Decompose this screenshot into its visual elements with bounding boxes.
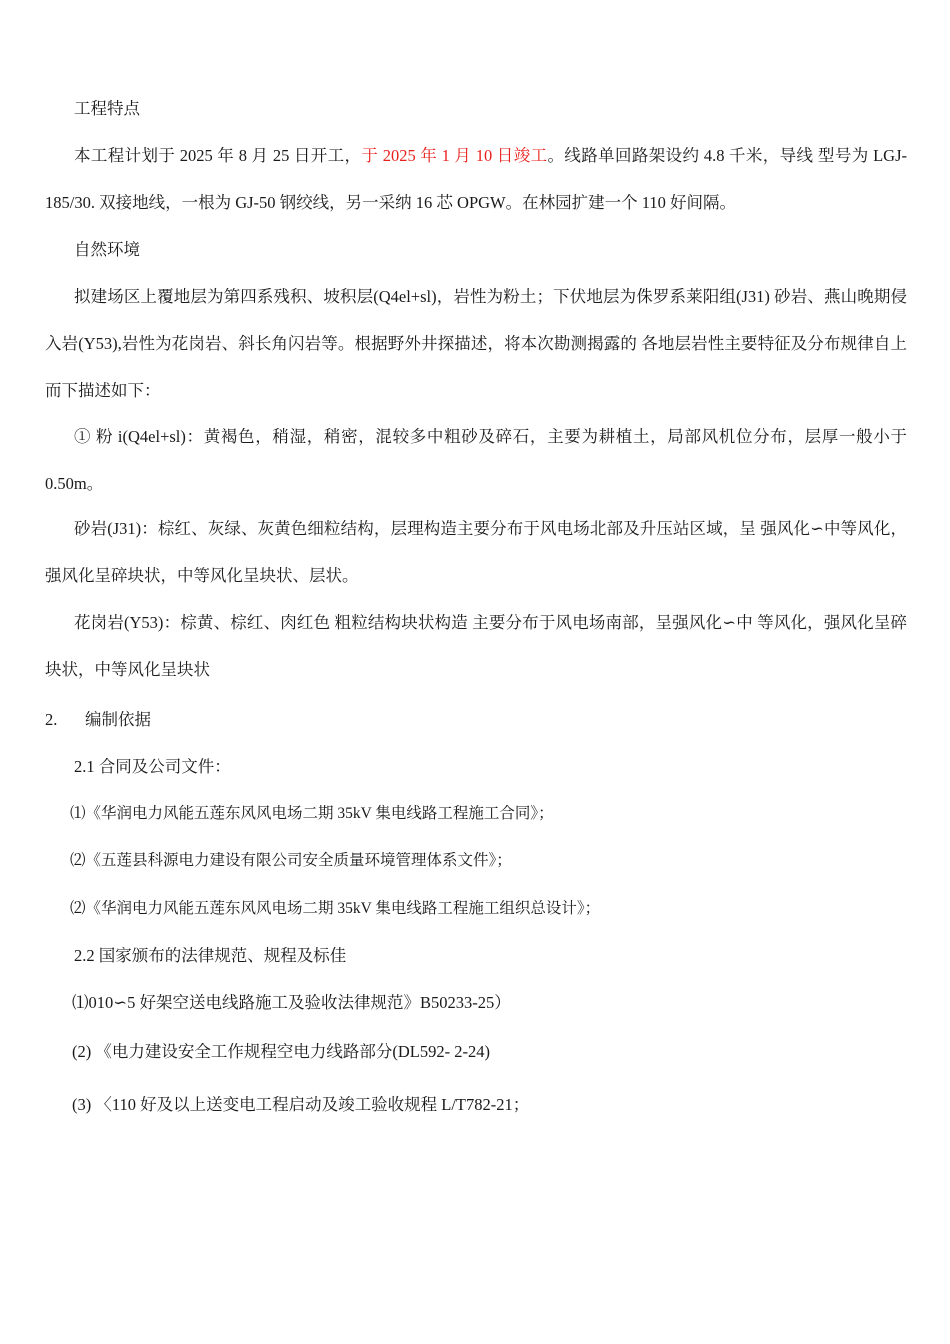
heading-natural-environment: 自然环境: [74, 240, 140, 259]
paragraph-geology: 拟建场区上覆地层为第四系残积、坡积层(Q4el+sl)，岩性为粉土；下伏地层为侏罗系莱阳组(J31) 砂岩、燕山晚期侵入岩(Y53),岩性为花岗岩、斜长角闪岩等。根据野外井探描述，将本次勘测揭露的 各地层岩性主要特征及分布规律自上而下描述如下：: [45, 287, 907, 400]
paragraph-silt-layer: ① 粉 i(Q4el+sl)：黄褐色，稍湿，稍密，混较多中粗砂及碎石，主要为耕植土，局部风机位分布，层厚一般小于 0.50m。: [45, 427, 907, 493]
section-2-number: 2.: [45, 710, 58, 729]
list-item-contract-1: ⑴《华润电力风能五莲东风风电场二期 35kV 集电线路工程施工合同》；: [70, 805, 554, 822]
schedule-text-start: 本工程计划于 2025 年 8 月 25 日开工，: [74, 146, 362, 165]
paragraph-schedule: [45, 132, 907, 226]
list-item-standard-1: ⑴010∽5 好架空送电线路施工及验收法律规范》B50233-25）: [72, 993, 511, 1012]
section-2-heading: [45, 708, 151, 732]
subsection-2-1-heading: 2.1 合同及公司文件：: [74, 757, 231, 776]
paragraph-sandstone: 砂岩(J31)：棕红、灰绿、灰黄色细粒结构，层理构造主要分布于风电场北部及升压站区域，呈 强风化∽中等风化，强风化呈碎块状，中等风化呈块状、层状。: [45, 519, 907, 585]
list-item-standard-2: (2) 《电力建设安全工作规程空电力线路部分(DL592- 2-24): [72, 1042, 490, 1061]
list-item-contract-3: ⑵《华润电力风能五莲东风风电场二期 35kV 集电线路工程施工组织总设计》；: [70, 900, 601, 917]
section-2-title: 编制依据: [85, 710, 151, 729]
paragraph-granite: 花岗岩(Y53)：棕黄、棕红、肉红色 粗粒结构块状构造 主要分布于风电场南部，呈强风化∽中 等风化，强风化呈碎块状，中等风化呈块状: [45, 613, 907, 679]
schedule-text-rest: 。线路单回路架设约 4.8 千米，导线 型号为 LGJ-185/30. 双接地线，一根为 GJ-50 钢绞线，另一采纳 16 芯 OPGW。在林园扩建一个 110 好间隔。: [45, 146, 907, 212]
list-item-contract-2: ⑵《五莲县科源电力建设有限公司安全质量环境管理体系文件》；: [70, 852, 512, 869]
completion-date-highlight: 于 2025 年 1 月 10 日竣工: [361, 146, 548, 165]
heading-engineering-features: 工程特点: [74, 99, 140, 118]
subsection-2-2-heading: 2.2 国家颁布的法律规范、规程及标佳: [74, 946, 347, 965]
list-item-standard-3: (3) 〈110 好及以上送变电工程启动及竣工验收规程 L/T782-21；: [72, 1095, 530, 1114]
